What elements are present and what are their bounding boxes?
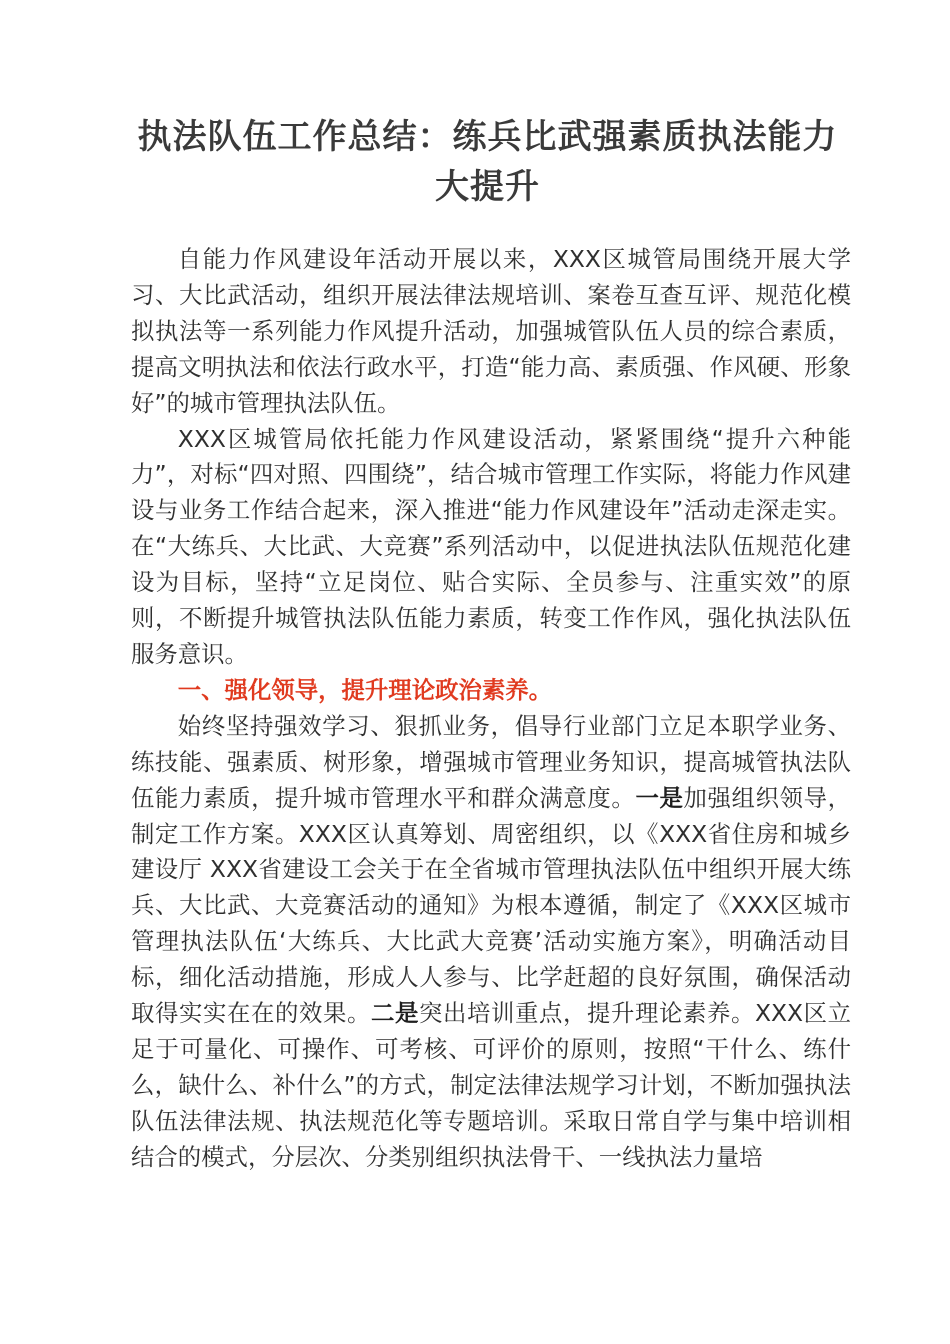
emphasis-er-shi: 二是 (370, 999, 419, 1028)
paragraph-section-1 (131, 709, 851, 1176)
paragraph-intro: 自能力作风建设年活动开展以来，XXX区城管局围绕开展大学习、大比武活动，组织开展法律法规培训、案卷互查互评、规范化模拟执法等一系列能力作风提升活动，加强城管队伍人员的综合素质，提高文明执法和依法行政水平，打造“能力高、素质强、作风硬、形象好”的城市管理执法队伍。 (131, 245, 851, 417)
paragraph-overview: XXX区城管局依托能力作风建设活动，紧紧围绕“提升六种能力”，对标“四对照、四围绕”，结合城市管理工作实际，将能力作风建设与业务工作结合起来，深入推进“能力作风建设年”活动走深走实。在“大练兵、大比武、大竞赛”系列活动中，以促进执法队伍规范化建设为目标，坚持“立足岗位、贴合实际、全员参与、注重实效”的原则，不断提升城管执法队伍能力素质，转变工作作风，强化执法队伍服务意识。 (131, 424, 851, 668)
document-body (131, 242, 851, 1176)
section-heading-1: 一、强化领导，提升理论政治素养。 (177, 675, 553, 704)
paragraph-section-1-part-3: 突出培训重点，提升理论素养。XXX区立足于可量化、可操作、可考核、可评价的原则，按照“干什么、练什么，缺什么、补什么”的方式，制定法律法规学习计划，不断加强执法队伍法律法规、执法规范化等专题培训。采取日常自学与集中培训相结合的模式，分层次、分类别组织执法骨干、一线执法力量培 (131, 999, 852, 1171)
document-title: 执法队伍工作总结：练兵比武强素质执法能力大提升 (137, 117, 838, 207)
paragraph-section-1-part-2: 加强组织领导，制定工作方案。XXX区认真筹划、周密组织，以《XXX省住房和城乡建设厅 XXX省建设工会关于在全省城市管理执法队伍中组织开展大练兵、大比武、大竞赛活动的通知》为根本遵循，制定了《XXX区城市管理执法队伍‘大练兵、大比武大竞赛’活动实施方案》，明确活动目标，细化活动措施，形成人人参与、比学赶超的良好氛围，确保活动取得实实在在的效果。 (131, 783, 852, 1028)
paragraph-section-1-part-1: 始终坚持强效学习、狠抓业务，倡导行业部门立足本职学业务、练技能、强素质、树形象，增强城市管理业务知识，提高城管执法队伍能力素质，提升城市管理水平和群众满意度。 (131, 711, 851, 812)
emphasis-yi-shi: 一是 (635, 783, 684, 812)
